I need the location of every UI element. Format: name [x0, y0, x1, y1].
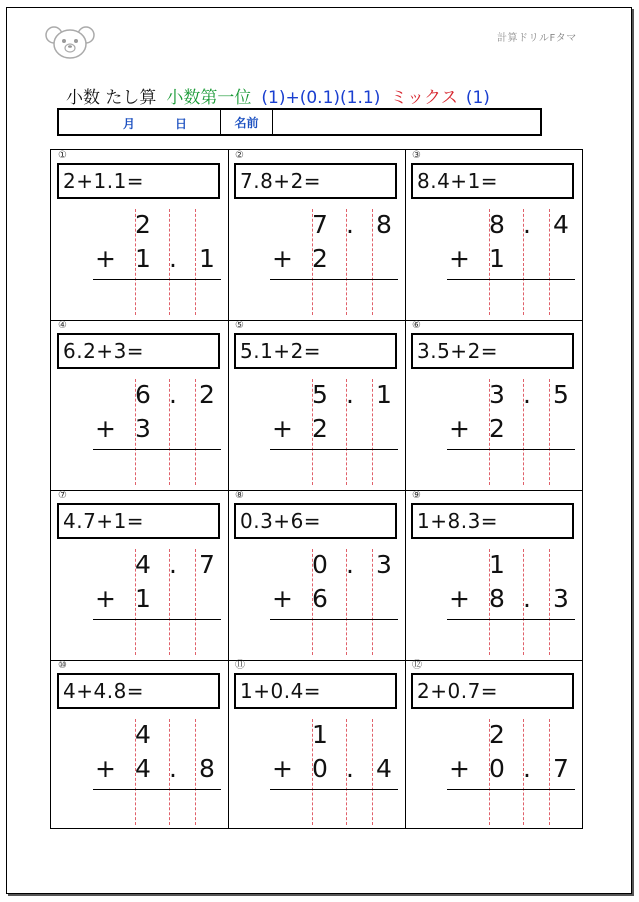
decimal-point: .: [346, 754, 354, 783]
digit: 5: [312, 380, 328, 409]
digit: 6: [135, 380, 151, 409]
problem-cell: [228, 320, 405, 490]
digit: 8: [489, 584, 505, 613]
problem-cell: [228, 150, 405, 320]
plus-sign: +: [272, 244, 293, 273]
column-guide-line: [372, 549, 373, 655]
equation-box: 5.1+2=: [234, 333, 397, 369]
column-guide-line: [372, 379, 373, 485]
column-guide-line: [195, 719, 196, 825]
answer-line: [93, 789, 221, 790]
plus-sign: +: [95, 754, 116, 783]
brand-label: 計算ドリルFタマ: [497, 33, 577, 44]
answer-line: [270, 789, 398, 790]
digit: 4: [135, 754, 151, 783]
answer-line: [447, 789, 575, 790]
problem-number: ⑪: [235, 660, 245, 671]
digit: 2: [489, 414, 505, 443]
digit: 0: [312, 754, 328, 783]
column-guide-line: [195, 549, 196, 655]
plus-sign: +: [449, 754, 470, 783]
equation-box: 6.2+3=: [57, 333, 220, 369]
column-guide-line: [195, 209, 196, 315]
plus-sign: +: [272, 414, 293, 443]
equation-box: 4.7+1=: [57, 503, 220, 539]
digit: 1: [489, 244, 505, 273]
title-mix: ミックス: [390, 88, 458, 108]
digit: 2: [312, 244, 328, 273]
digit: 8: [489, 210, 505, 239]
plus-sign: +: [95, 414, 116, 443]
problem-cell: [51, 320, 228, 490]
digit: 2: [489, 720, 505, 749]
worksheet-title: [66, 83, 490, 107]
digit: 3: [135, 414, 151, 443]
problem-cell: [405, 660, 582, 830]
problem-number: ②: [235, 150, 244, 161]
answer-line: [270, 279, 398, 280]
column-guide-line: [549, 209, 550, 315]
decimal-point: .: [523, 584, 531, 613]
digit: 2: [135, 210, 151, 239]
problem-cell: [405, 150, 582, 320]
problem-number: ⑩: [58, 660, 67, 671]
decimal-point: .: [523, 754, 531, 783]
equation-box: 4+4.8=: [57, 673, 220, 709]
digit: 1: [376, 380, 392, 409]
column-guide-line: [195, 379, 196, 485]
answer-line: [447, 619, 575, 620]
equation-box: 3.5+2=: [411, 333, 574, 369]
digit: 1: [135, 584, 151, 613]
answer-line: [93, 449, 221, 450]
digit: 3: [553, 584, 569, 613]
digit: 1: [489, 550, 505, 579]
digit: 4: [376, 754, 392, 783]
title-number: (1): [465, 88, 490, 108]
digit: 7: [312, 210, 328, 239]
digit: 4: [135, 550, 151, 579]
plus-sign: +: [272, 584, 293, 613]
equation-box: 1+0.4=: [234, 673, 397, 709]
plus-sign: +: [95, 244, 116, 273]
title-topic: 小数 たし算: [66, 88, 157, 108]
equation-box: 1+8.3=: [411, 503, 574, 539]
digit: 7: [199, 550, 215, 579]
plus-sign: +: [449, 244, 470, 273]
problem-number: ⑧: [235, 490, 244, 501]
problem-cell: [228, 660, 405, 830]
answer-line: [447, 279, 575, 280]
month-label: 月: [123, 117, 136, 131]
digit: 1: [199, 244, 215, 273]
decimal-point: .: [169, 550, 177, 579]
digit: 1: [312, 720, 328, 749]
digit: 3: [489, 380, 505, 409]
decimal-point: .: [346, 210, 354, 239]
problem-number: ④: [58, 320, 67, 331]
digit: 8: [199, 754, 215, 783]
name-label: 名前: [221, 110, 273, 134]
column-guide-line: [372, 719, 373, 825]
plus-sign: +: [272, 754, 293, 783]
title-pattern: (1)+(0.1)(1.1): [261, 88, 381, 108]
answer-line: [270, 619, 398, 620]
name-date-bar: [57, 108, 542, 136]
title-level: 小数第一位: [166, 88, 252, 108]
digit: 2: [199, 380, 215, 409]
digit: 4: [135, 720, 151, 749]
answer-line: [447, 449, 575, 450]
digit: 8: [376, 210, 392, 239]
equation-box: 2+1.1=: [57, 163, 220, 199]
problem-cell: [228, 490, 405, 660]
decimal-point: .: [169, 380, 177, 409]
digit: 4: [553, 210, 569, 239]
equation-box: 7.8+2=: [234, 163, 397, 199]
column-guide-line: [549, 549, 550, 655]
problem-number: ⑨: [412, 490, 421, 501]
decimal-point: .: [169, 244, 177, 273]
column-guide-line: [372, 209, 373, 315]
problem-cell: [405, 490, 582, 660]
digit: 5: [553, 380, 569, 409]
equation-box: 8.4+1=: [411, 163, 574, 199]
problem-number: ⑥: [412, 320, 421, 331]
problem-cell: [51, 150, 228, 320]
plus-sign: +: [95, 584, 116, 613]
decimal-point: .: [346, 550, 354, 579]
problem-number: ⑦: [58, 490, 67, 501]
plus-sign: +: [449, 584, 470, 613]
problem-grid: [50, 149, 583, 829]
decimal-point: .: [523, 210, 531, 239]
problem-cell: [51, 490, 228, 660]
decimal-point: .: [346, 380, 354, 409]
problem-number: ③: [412, 150, 421, 161]
decimal-point: .: [523, 380, 531, 409]
problem-number: ①: [58, 150, 67, 161]
day-label: 日: [175, 117, 188, 131]
digit: 0: [489, 754, 505, 783]
answer-line: [93, 619, 221, 620]
problem-cell: [51, 660, 228, 830]
digit: 7: [553, 754, 569, 783]
answer-line: [270, 449, 398, 450]
plus-sign: +: [449, 414, 470, 443]
answer-line: [93, 279, 221, 280]
problem-cell: [405, 320, 582, 490]
column-guide-line: [549, 379, 550, 485]
decimal-point: .: [169, 754, 177, 783]
digit: 6: [312, 584, 328, 613]
problem-number: ⑤: [235, 320, 244, 331]
digit: 1: [135, 244, 151, 273]
problem-number: ⑫: [412, 660, 422, 671]
digit: 3: [376, 550, 392, 579]
equation-box: 0.3+6=: [234, 503, 397, 539]
date-field[interactable]: [59, 110, 221, 134]
digit: 0: [312, 550, 328, 579]
bear-face-icon: [44, 23, 96, 61]
digit: 2: [312, 414, 328, 443]
column-guide-line: [549, 719, 550, 825]
equation-box: 2+0.7=: [411, 673, 574, 709]
